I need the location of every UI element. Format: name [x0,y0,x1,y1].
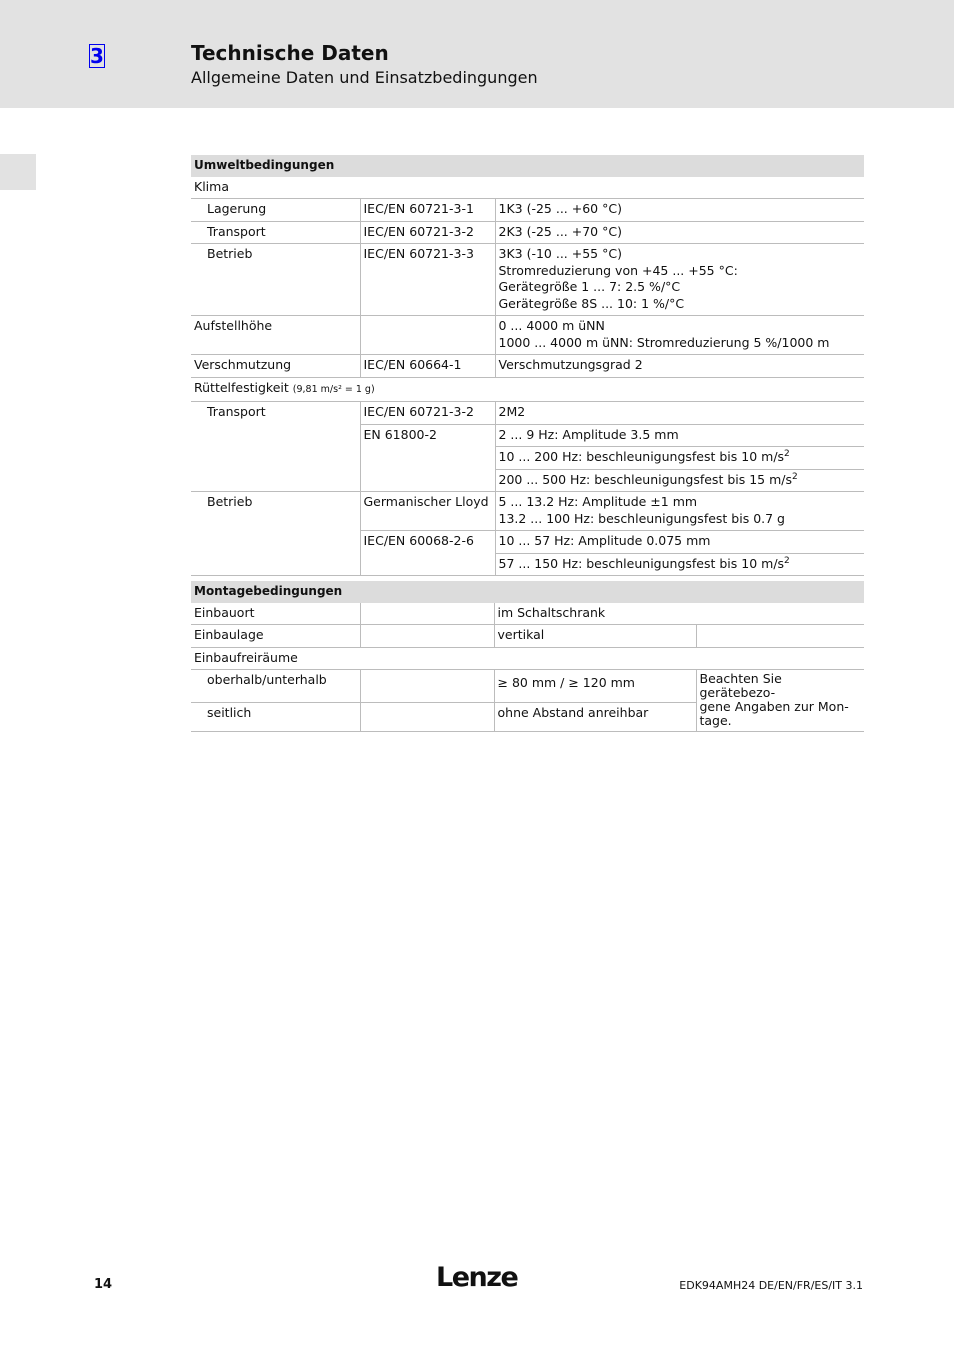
section-title: Umweltbedingungen [191,155,864,177]
side-tab [0,154,36,190]
row-value: 2 ... 9 Hz: Amplitude 3.5 mm [495,424,864,447]
row-value: vertikal [494,625,696,648]
row-label: Aufstellhöhe [191,316,360,355]
table-row [191,603,864,625]
value-text: 200 ... 500 Hz: beschleunigungsfest bis 15 m/s [498,471,792,487]
note-line: gene Angaben zur Mon- [699,699,849,714]
ruettel-label: Rüttelfestigkeit [194,379,289,395]
table-row [191,244,864,316]
row-label: Transport [191,221,360,244]
row-label: seitlich [191,702,360,731]
row-value [495,492,864,531]
ruettel-note: (9,81 m/s² = 1 g) [292,383,375,395]
page-number: 14 [94,1277,113,1292]
value-text: 57 ... 150 Hz: beschleunigungsfest bis 10 m/s [498,555,785,571]
section-title: Montagebedingungen [191,581,864,603]
row-norm [360,603,494,625]
value-line: 3K3 (-10 ... +55 °C) [498,246,622,261]
lenze-logo: Lenze [436,1262,518,1293]
row-norm [360,625,494,648]
row-value [495,244,864,316]
table-row [191,316,864,355]
value-line: Gerätegröße 1 ... 7: 2.5 %/°C [498,279,681,294]
table-row [191,625,864,648]
row-norm: IEC/EN 60721-3-2 [360,402,495,425]
row-label: Einbaufreiräume [191,647,864,670]
value-line: 1000 ... 4000 m üNN: Stromreduzierung 5 %/1000 m [498,334,830,350]
row-norm [360,702,494,731]
table-row [191,377,864,402]
row-value: ≥ 80 mm / ≥ 120 mm [494,670,696,703]
row-value [495,553,864,576]
table-row [191,177,864,199]
table-row [191,355,864,378]
superscript: 2 [784,448,790,459]
row-label: Betrieb [191,244,360,316]
row-label [191,377,864,402]
value-text: 10 ... 200 Hz: beschleunigungsfest bis 10 m/s [498,449,785,464]
row-label: Klima [191,177,864,199]
table-row [191,670,864,703]
value-line: Stromreduzierung von +45 ... +55 °C: [498,262,738,278]
value-line: 13.2 ... 100 Hz: beschleunigungsfest bis 0.7 g [498,510,785,526]
row-label: Lagerung [191,199,360,222]
row-norm: EN 61800-2 [360,424,495,492]
superscript: 2 [784,555,790,566]
row-value: ohne Abstand anreihbar [494,702,696,731]
row-value: 2K3 (-25 ... +70 °C) [495,221,864,244]
row-norm [360,316,495,355]
row-value: 1K3 (-25 ... +60 °C) [495,199,864,222]
row-norm: Germanischer Lloyd [360,492,495,531]
table-row [191,492,864,531]
row-value: 2M2 [495,402,864,425]
chapter-number-link[interactable]: 3 [90,44,104,68]
row-norm [360,670,494,703]
row-label: oberhalb/unterhalb [191,670,360,703]
superscript: 2 [792,471,798,482]
section-header [191,155,864,177]
table-row [191,402,864,425]
row-norm: IEC/EN 60721-3-2 [360,221,495,244]
row-value [495,316,864,355]
value-line: Gerätegröße 8S ... 10: 1 %/°C [498,295,685,311]
chapter-title: Technische Daten [191,41,389,65]
value-line: 5 ... 13.2 Hz: Amplitude ±1 mm [498,494,698,509]
row-value: 10 ... 57 Hz: Amplitude 0.075 mm [495,531,864,554]
row-note [696,670,864,732]
header-band [0,0,954,108]
row-value [495,469,864,492]
row-note [696,625,864,648]
note-line: Beachten Sie gerätebezo- [699,671,782,700]
row-label: Verschmutzung [191,355,360,378]
row-value [495,447,864,470]
umwelt-table [191,155,864,576]
note-line: tage. [699,713,732,728]
row-norm: IEC/EN 60664-1 [360,355,495,378]
document-id: EDK94AMH24 DE/EN/FR/ES/IT 3.1 [679,1279,863,1292]
row-norm: IEC/EN 60721-3-3 [360,244,495,316]
table-row [191,199,864,222]
row-label: Transport [191,402,360,492]
row-norm: IEC/EN 60068-2-6 [360,531,495,576]
chapter-subtitle: Allgemeine Daten und Einsatzbedingungen [191,68,538,87]
montage-table [191,581,864,732]
row-label: Einbaulage [191,625,360,648]
row-value: im Schaltschrank [494,603,864,625]
value-line: 0 ... 4000 m üNN [498,318,605,333]
row-label: Einbauort [191,603,360,625]
row-value: Verschmutzungsgrad 2 [495,355,864,378]
table-row [191,221,864,244]
table-row [191,647,864,670]
section-header [191,581,864,603]
row-label: Betrieb [191,492,360,576]
row-norm: IEC/EN 60721-3-1 [360,199,495,222]
